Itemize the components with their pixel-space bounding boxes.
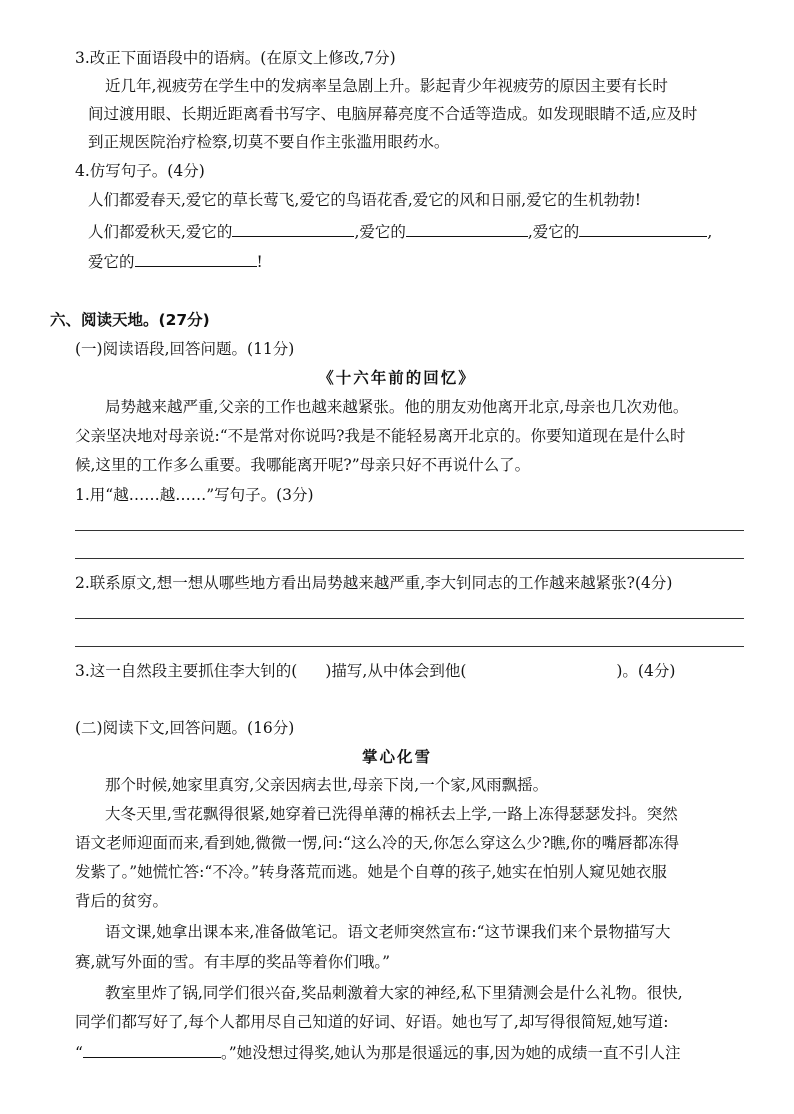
passage1-line: 局势越来越严重,父亲的工作也越来越紧张。他的朋友劝他离开北京,母亲也几次劝他。 xyxy=(105,398,689,416)
answer-blank[interactable] xyxy=(135,250,257,267)
q4-fill-line xyxy=(88,220,712,242)
passage1-line: 父亲坚决地对母亲说:“不是常对你说吗?我是不能轻易离开北京的。你要知道现在是什么时 xyxy=(75,427,686,445)
q4-fill-text: ,爱它的 xyxy=(354,223,406,241)
part1-q1: 1.用“越……越……”写句子。(3分) xyxy=(75,486,314,504)
passage2-line: 大冬天里,雪花飘得很紧,她穿着已洗得单薄的棉袄去上学,一路上冻得瑟瑟发抖。突然 xyxy=(105,805,678,823)
answer-blank[interactable] xyxy=(579,220,707,237)
q3-text-line: 到正规医院治疗检察,切莫不要自作主张滥用眼药水。 xyxy=(88,133,450,151)
section-heading: 六、阅读天地。(27分) xyxy=(50,311,210,329)
answer-blank[interactable] xyxy=(83,1041,221,1058)
passage2-line: 那个时候,她家里真穷,父亲因病去世,母亲下岗,一个家,风雨飘摇。 xyxy=(105,776,549,794)
q4-example: 人们都爱春天,爱它的草长莺飞,爱它的鸟语花香,爱它的风和日丽,爱它的生机勃勃! xyxy=(88,191,641,209)
quote-open: “ xyxy=(75,1044,83,1062)
q3-text: )。(4分) xyxy=(616,662,676,680)
q4-fill-line-2 xyxy=(88,250,263,272)
passage2-line: 语文老师迎面而来,看到她,微微一愣,问:“这么冷的天,你怎么穿这么少?瞧,你的嘴唇都冻得 xyxy=(75,834,680,852)
passage2-line: 背后的贫穷。 xyxy=(75,892,169,910)
answer-line[interactable] xyxy=(75,558,744,559)
q3-text-line: 间过渡用眼、长期近距离看书写字、电脑屏幕亮度不合适等造成。如发现眼睛不适,应及时 xyxy=(88,105,698,123)
answer-blank[interactable] xyxy=(232,220,354,237)
passage2-title: 掌心化雪 xyxy=(361,748,432,766)
passage2-line: 同学们都写好了,每个人都用尽自己知道的好词、好语。她也写了,却写得很简短,她写道: xyxy=(75,1013,669,1031)
part1-heading: (一)阅读语段,回答问题。(11分) xyxy=(75,340,295,358)
answer-line[interactable] xyxy=(75,530,744,531)
passage2-line-with-blank xyxy=(75,1041,680,1063)
q4-fill-text: 人们都爱秋天,爱它的 xyxy=(88,223,233,241)
passage1-title: 《十六年前的回忆》 xyxy=(318,369,476,387)
part1-q2: 2.联系原文,想一想从哪些地方看出局势越来越严重,李大钊同志的工作越来越紧张?(4分) xyxy=(75,574,673,592)
passage1-line: 候,这里的工作多么重要。我哪能离开呢?”母亲只好不再说什么了。 xyxy=(75,456,531,474)
part1-q3 xyxy=(75,661,675,681)
q4-fill-text: 爱它的 xyxy=(88,253,135,271)
passage2-line: 语文课,她拿出课本来,准备做笔记。语文老师突然宣布:“这节课我们来个景物描写大 xyxy=(105,923,671,941)
answer-blank[interactable] xyxy=(406,220,528,237)
passage2-line: 教室里炸了锅,同学们很兴奋,奖品刺激着大家的神经,私下里猜测会是什么礼物。很快, xyxy=(105,984,683,1002)
passage2-line: 赛,就写外面的雪。有丰厚的奖品等着你们哦。” xyxy=(75,953,391,971)
q3-prompt: 3.改正下面语段中的语病。(在原文上修改,7分) xyxy=(75,49,396,67)
answer-line[interactable] xyxy=(75,618,744,619)
q3-text: 3.这一自然段主要抓住李大钊的( xyxy=(75,662,298,680)
q4-prompt: 4.仿写句子。(4分) xyxy=(75,162,205,180)
q4-fill-text: ,爱它的 xyxy=(527,223,580,241)
passage2-line: 发紫了。”她慌忙答:“不冷。”转身落荒而逃。她是个自尊的孩子,她实在怕别人窥见她衣服 xyxy=(75,863,667,881)
q4-fill-text: ! xyxy=(256,253,263,271)
q3-text: )描写,从中体会到他( xyxy=(325,662,467,680)
q4-fill-text: , xyxy=(707,223,713,241)
part2-heading: (二)阅读下文,回答问题。(16分) xyxy=(75,719,295,737)
answer-line[interactable] xyxy=(75,646,744,647)
passage2-text: 。”她没想过得奖,她认为那是很遥远的事,因为她的成绩一直不引人注 xyxy=(220,1044,681,1062)
q3-text-line: 近几年,视疲劳在学生中的发病率呈急剧上升。影起青少年视疲劳的原因主要有长时 xyxy=(105,77,668,95)
